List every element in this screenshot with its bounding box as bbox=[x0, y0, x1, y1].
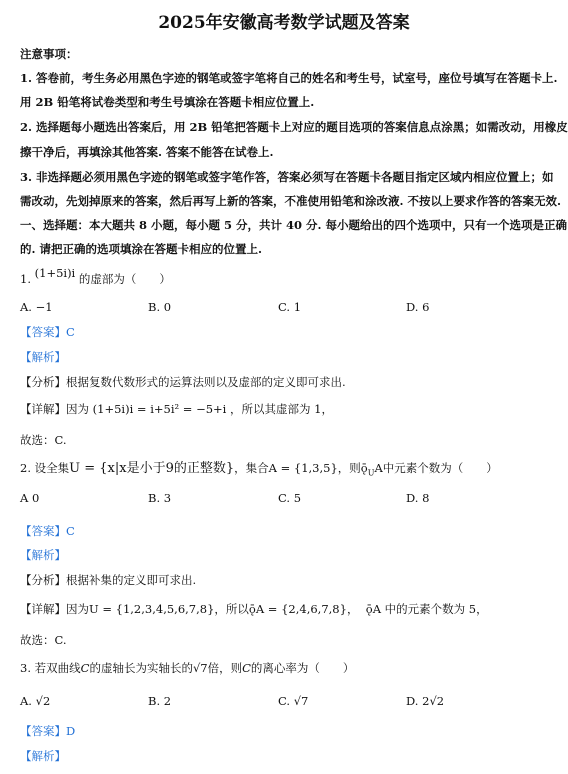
q2-complement-sub: U bbox=[367, 468, 375, 478]
q2-option-c: C. 5 bbox=[278, 491, 302, 505]
q3-option-a: A. √2 bbox=[20, 694, 51, 708]
notice-p1a: 1. 答卷前，考生务必用黑色字迹的钢笔或签字笔将自己的姓名和考生号，试室号，座位号填写在答题卡上. bbox=[20, 71, 558, 85]
q3-c1: C bbox=[80, 661, 90, 675]
q2-option-b: B. 3 bbox=[148, 491, 172, 505]
section-line2: 的. 请把正确的选项填涂在答题卡相应的位置上. bbox=[20, 242, 263, 256]
q1-xiangjie-pre: 【详解】因为 bbox=[20, 402, 89, 416]
q1-xiangjie-expr: (1+5i)i = i+5i² = −5+i bbox=[92, 402, 227, 416]
q3-stem bbox=[20, 660, 550, 676]
q2-set-u: U = {x|x是小于9的正整数} bbox=[69, 461, 235, 476]
q1-option-a: A. −1 bbox=[20, 300, 53, 314]
q2-text-pre: 设全集 bbox=[34, 461, 70, 475]
q2-xiangjie-comp: ǭ bbox=[248, 602, 256, 616]
q2-number: 2. bbox=[20, 461, 31, 475]
q3-sqrt7: √7 bbox=[192, 661, 208, 675]
q1-text: 的虚部为（ ） bbox=[78, 272, 171, 286]
q3-text-mid2: 倍，则 bbox=[207, 661, 243, 675]
q2-xiangjie-mid: ，所以 bbox=[214, 602, 249, 616]
q1-option-b: B. 0 bbox=[148, 300, 172, 314]
q3-option-d: D. 2√2 bbox=[406, 694, 445, 708]
q1-stem bbox=[20, 266, 550, 287]
q1-expression: (1+5i)i bbox=[34, 266, 76, 280]
notice-p2b: 擦干净后，再填涂其他答案. 答案不能答在试卷上. bbox=[20, 145, 274, 159]
q3-option-c: C. √7 bbox=[278, 694, 309, 708]
q2-stem bbox=[20, 460, 550, 481]
q3-analysis-label: 【解析】 bbox=[20, 749, 66, 763]
notice-heading: 注意事项： bbox=[20, 47, 78, 61]
q3-text-post: 的离心率为（ ） bbox=[250, 661, 355, 675]
q1-answer: 【答案】C bbox=[20, 325, 75, 339]
q2-option-a: A 0 bbox=[20, 491, 40, 505]
q1-analysis-label: 【解析】 bbox=[20, 350, 66, 364]
q1-number: 1. bbox=[20, 272, 31, 286]
notice-p3b: 需改动，先划掉原来的答案，然后再写上新的答案，不准使用铅笔和涂改液. 不按以上要求作答的答案无效. bbox=[20, 194, 562, 208]
q2-fenxi: 【分析】根据补集的定义即可求出. bbox=[20, 573, 197, 587]
q3-text-pre: 若双曲线 bbox=[34, 661, 81, 675]
q2-a-letter: A bbox=[374, 461, 383, 475]
q2-xiangjie-mid2: ， bbox=[346, 602, 359, 616]
q2-set-a: A = {1,3,5} bbox=[268, 461, 338, 475]
q2-xiangjie-comp2: ǭ bbox=[365, 602, 373, 616]
notice-p2a: 2. 选择题每小题选出答案后，用 2B 铅笔把答题卡上对应的题目选项的答案信息点涂黑；如需改动，用橡皮 bbox=[20, 120, 568, 134]
q1-xiangjie-post: ，所以其虚部为 1， bbox=[230, 402, 333, 416]
q2-answer: 【答案】C bbox=[20, 524, 75, 538]
q2-xiangjie bbox=[20, 601, 550, 617]
q1-xiangjie bbox=[20, 401, 550, 417]
q2-text-mid: ，集合 bbox=[234, 461, 269, 475]
q2-xiangjie-a: A = {2,4,6,7,8} bbox=[255, 602, 347, 616]
q1-choose: 故选：C. bbox=[20, 433, 67, 447]
q3-answer: 【答案】D bbox=[20, 724, 76, 738]
page-title: 2025年安徽高考数学试题及答案 bbox=[158, 13, 410, 33]
q3-c2: C bbox=[242, 661, 251, 675]
q2-option-d: D. 8 bbox=[406, 491, 430, 505]
q2-text-mid2: ，则 bbox=[337, 461, 361, 475]
notice-p1b: 用 2B 铅笔将试卷类型和考生号填涂在答题卡相应位置上. bbox=[20, 95, 315, 109]
q2-xiangjie-pre: 【详解】因为 bbox=[20, 602, 89, 616]
q1-option-c: C. 1 bbox=[278, 300, 302, 314]
q2-xiangjie-u: U = {1,2,3,4,5,6,7,8} bbox=[89, 602, 215, 616]
q3-option-b: B. 2 bbox=[148, 694, 172, 708]
section-line1: 一、选择题：本大题共 8 小题，每小题 5 分，共计 40 分. 每小题给出的四个选项中，只有一个选项是正确 bbox=[20, 218, 568, 232]
q1-option-d: D. 6 bbox=[406, 300, 430, 314]
notice-p3a: 3. 非选择题必须用黑色字迹的钢笔或签字笔作答，答案必须写在答题卡各题目指定区域内相应位置上；如 bbox=[20, 170, 554, 184]
q2-complement-symbol: ǭ bbox=[360, 461, 368, 475]
q3-number: 3. bbox=[20, 661, 31, 675]
q2-xiangjie-post: A 中的元素个数为 5， bbox=[372, 602, 488, 616]
q2-choose: 故选：C. bbox=[20, 633, 67, 647]
q2-text-post: 中元素个数为（ ） bbox=[382, 461, 498, 475]
q3-text-mid: 的虚轴长为实轴长的 bbox=[89, 661, 193, 675]
q1-fenxi: 【分析】根据复数代数形式的运算法则以及虚部的定义即可求出. bbox=[20, 375, 346, 389]
q2-analysis-label: 【解析】 bbox=[20, 548, 66, 562]
